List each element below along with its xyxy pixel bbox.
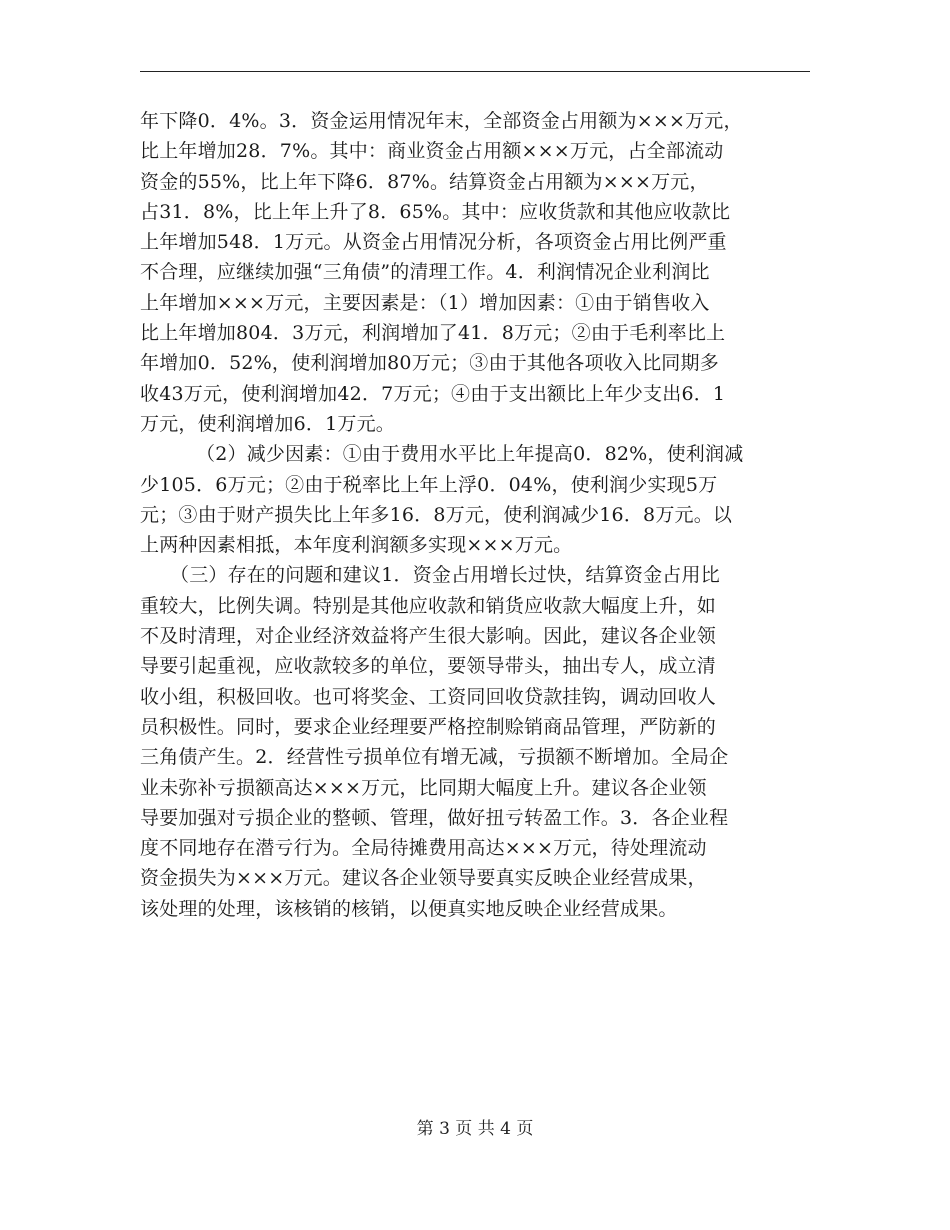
page-number-footer: 第 3 页 共 4 页 [416,1119,534,1139]
text-line: （2）减少因素：①由于费用水平比上年提高0．82%，使利润减 [196,443,744,466]
text-line: （三）存在的问题和建议1．资金占用增长过快，结算资金占用比 [170,564,720,587]
text-line: 占31．8%，比上年上升了8．65%。其中：应收货款和其他应收款比 [140,200,731,223]
text-line: 三角债产生。2．经营性亏损单位有增无减，亏损额不断增加。全局企 [140,746,729,769]
text-line: 上两种因素相抵，本年度利润额多实现×××万元。 [140,534,573,557]
text-line: 年下降0．4%。3．资金运用情况年末，全部资金占用额为×××万元， [140,110,743,132]
text-line: 导要加强对亏损企业的整顿、管理，做好扭亏转盈工作。3．各企业程 [140,806,729,829]
text-line: 该处理的处理，该核销的核销，以便真实地反映企业经营成果。 [140,897,678,920]
text-line: 度不同地存在潜亏行为。全局待摊费用高达×××万元，待处理流动 [140,837,707,860]
text-line: 比上年增加804．3万元，利润增加了41．8万元；②由于毛利率比上 [140,322,726,345]
text-line: 资金损失为×××万元。建议各企业领导要真实反映企业经营成果， [140,867,707,890]
text-line: 员积极性。同时，要求企业经理要严格控制赊销商品管理，严防新的 [140,715,717,738]
text-line: 业未弥补亏损额高达×××万元，比同期大幅度上升。建议各企业领 [140,776,707,799]
text-line: 少105．6万元；②由于税率比上年上浮0．04%，使利润少实现5万 [140,473,718,496]
text-line: 元；③由于财产损失比上年多16．8万元，使利润减少16．8万元。以 [140,503,733,526]
text-line: 比上年增加28．7%。其中：商业资金占用额×××万元，占全部流动 [140,140,724,163]
text-line: 上年增加548．1万元。从资金占用情况分析，各项资金占用比例严重 [140,231,727,254]
text-line: 资金的55%，比上年下降6．87%。结算资金占用额为×××万元， [140,170,709,193]
text-line: 不及时清理，对企业经济效益将产生很大影响。因此，建议各企业领 [140,625,717,648]
text-line: 导要引起重视，应收款较多的单位，要领导带头，抽出专人，成立清 [140,655,717,678]
text-line: 万元，使利润增加6．1万元。 [140,412,395,435]
body-text [140,106,820,924]
text-line: 不合理，应继续加强“三角债”的清理工作。4．利润情况企业利润比 [140,261,710,284]
text-line: 上年增加×××万元，主要因素是：（1）增加因素：①由于销售收入 [140,291,710,314]
text-line: 收43万元，使利润增加42．7万元；④由于支出额比上年少支出6．1 [140,382,726,405]
text-line: 收小组，积极回收。也可将奖金、工资同回收贷款挂钩，调动回收人 [140,685,717,708]
header-rule [140,71,810,72]
text-line: 重较大，比例失调。特别是其他应收款和销货应收款大幅度上升，如 [140,594,717,617]
text-line: 年增加0．52%，使利润增加80万元；③由于其他各项收入比同期多 [140,352,719,375]
